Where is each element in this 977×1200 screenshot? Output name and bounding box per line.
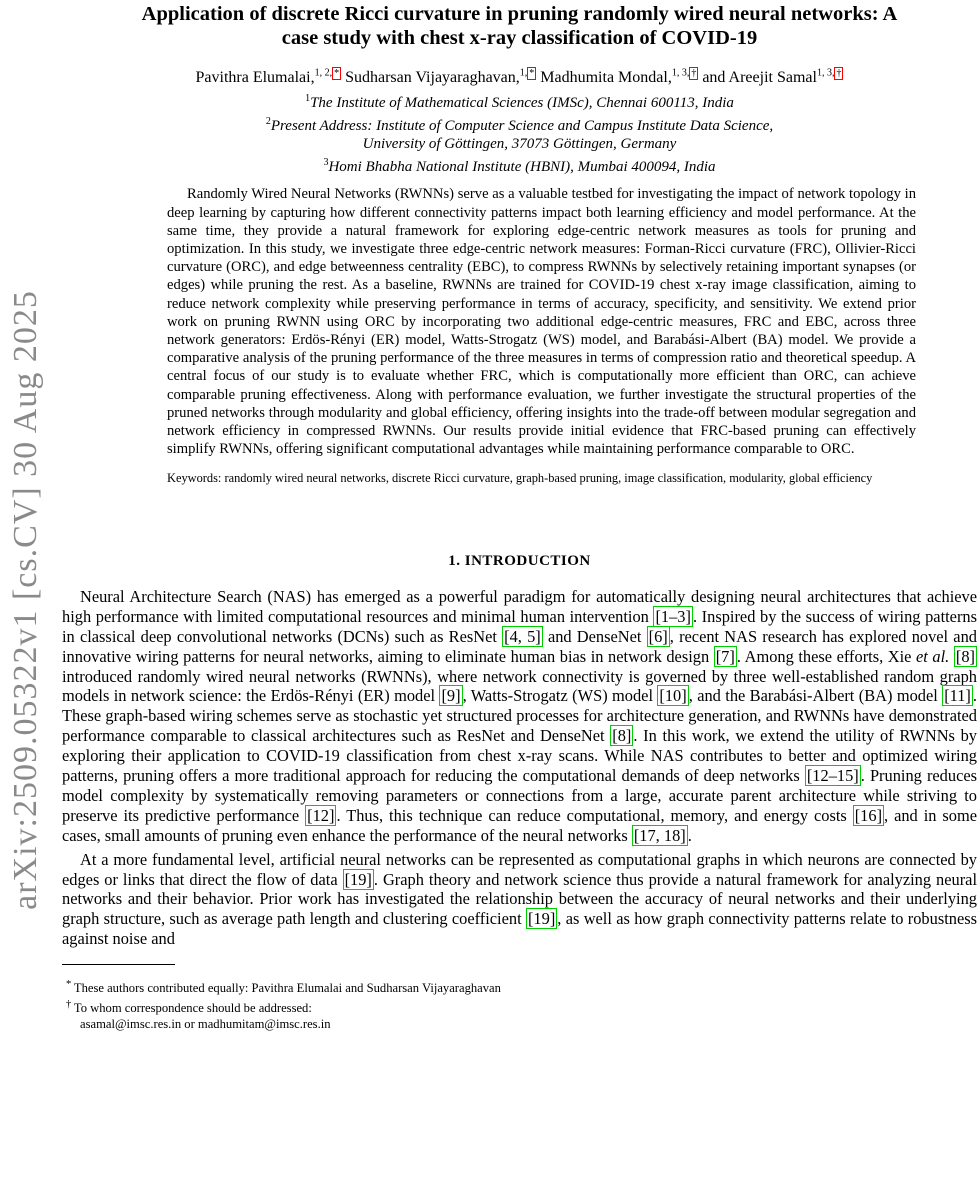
footnote-text: These authors contributed equally: Pavithra Elumalai and Sudharsan Vijayaraghavan [73, 981, 501, 996]
affiliation [62, 90, 977, 113]
emphasis: et al. [916, 646, 950, 666]
footnote-rule [62, 964, 175, 965]
author-affiliation-marker: 1, * [519, 68, 535, 79]
author-list [62, 64, 977, 88]
footnote-mark: * [66, 979, 74, 991]
author-name: Areejit Samal [728, 69, 817, 87]
citation-link[interactable]: [17, 18] [633, 825, 686, 845]
citation-link[interactable]: [9] [441, 686, 461, 706]
citation-link[interactable]: [11] [944, 686, 971, 706]
section-heading: 1. INTRODUCTION [448, 552, 591, 569]
author-name: Madhumita Mondal, [540, 69, 672, 87]
author-affiliation-marker: 1, 3, † [671, 68, 697, 79]
paragraph-2: At a more fundamental level, artificial neural networks can be represented as computational graphs in which neurons are connected by edges or links that direct the flow of data [19] . Graph theory and network science thus provide a natural framework for analyzing neural networks and their behavior. Prior work has investigated the relationship between the accuracy of neural networks and their underlying graph structure, such as average path length and clustering coefficient [19] , as well as how graph connectivity patterns relate to robustness against noise and [62, 849, 977, 949]
author [702, 69, 843, 86]
affiliation [62, 113, 977, 136]
citation-link[interactable]: [4, 5] [504, 626, 541, 646]
author-affiliation-marker: 1, 3, † [816, 68, 842, 79]
citation-link[interactable]: [1–3] [655, 606, 691, 626]
author-conjunction: and [702, 69, 729, 87]
author-name: Pavithra Elumalai, [195, 69, 315, 87]
footnote-link[interactable]: * [334, 68, 340, 79]
footnote [66, 997, 977, 1017]
title-line-1: Application of discrete Ricci curvature in pruning randomly wired neural networks: A [141, 3, 898, 25]
affiliation-number: 3 [323, 156, 329, 168]
citation-link[interactable]: [8] [955, 646, 975, 666]
footnote [66, 1017, 977, 1033]
paper-page [62, 0, 977, 1032]
citation-link[interactable]: [10] [659, 686, 687, 706]
citation-link[interactable]: [12–15] [806, 766, 859, 786]
citation-link[interactable]: [19] [344, 869, 372, 889]
footnotes [66, 977, 977, 1032]
keywords: Keywords: randomly wired neural networks, discrete Ricci curvature, graph-based pruning, image classification, modularity, global efficiency [167, 471, 873, 486]
paragraph-1: Neural Architecture Search (NAS) has emerged as a powerful paradigm for automatically designing neural architectures that achieve high performance with limited computational resources and minimal human intervention [1–3] . Inspired by the success of wiring patterns in classical deep convolutional networks (DCNs) such as ResNet [4, 5] and DenseNet [6] , recent NAS research has explored novel and innovative wiring patterns for neural networks, aiming to eliminate human bias in network design [7] . Among these efforts, Xie et al. [8] introduced randomly wired neural networks (RWNNs), where network connectivity is governed by three well-established random graph models in network science: the Erdös-Rényi (ER) model [9] , Watts-Strogatz (WS) model [10] , and the Barabási-Albert (BA) model [11] . These graph-based wiring schemes serve as stochastic yet structured processes for architecture generation, and RWNNs have demonstrated performance comparable to classical architectures such as ResNet and DenseNet [8] . In this work, we extend the utility of RWNNs by exploring their application to COVID-19 classification from chest x-ray scans. While NAS contributes to better and optimized wiring patterns, pruning offers a more traditional approach for reducing the computational demands of deep networks [12–15] . Pruning reduces model complexity by systematically removing parameters or connections from a large, accurate parent architecture while striving to preserve its predictive performance [12] . Thus, this technique can reduce computational, memory, and energy costs [16] , and in some cases, small amounts of pruning even enhance the performance of the neural networks [17, 18] . [62, 586, 977, 845]
paper-title [62, 2, 977, 50]
affiliation-text: Present Address: Institute of Computer Science and Campus Institute Data Science, [270, 117, 774, 134]
affiliation-text: University of Göttingen, 37073 Göttingen, Germany [362, 136, 677, 153]
arxiv-id: arXiv:2509.05322v1 [cs.CV] 30 Aug 2025 [7, 290, 44, 910]
footnote [66, 977, 977, 997]
affiliation-list [62, 90, 977, 176]
citation-link[interactable]: [19] [527, 909, 556, 929]
footnote-text: To whom correspondence should be addressed: [73, 1001, 312, 1016]
author [196, 69, 342, 86]
title-line-2: case study with chest x-ray classification of COVID-19 [281, 27, 758, 49]
footnote-mark: † [66, 998, 74, 1010]
citation-link[interactable]: [7] [715, 646, 735, 666]
citation-link[interactable]: [16] [854, 805, 883, 825]
affiliation-number: 1 [305, 93, 311, 105]
affiliation [62, 154, 977, 177]
author [540, 69, 698, 86]
affiliation [62, 135, 977, 154]
citation-link[interactable]: [8] [612, 726, 632, 746]
citation-link[interactable]: [6] [648, 626, 668, 646]
body-text [62, 587, 977, 949]
arxiv-sidebar-stamp [2, 290, 50, 910]
footnote-link[interactable]: † [836, 68, 842, 79]
citation-link[interactable]: [12] [307, 805, 335, 825]
author [345, 69, 536, 86]
affiliation-number: 2 [265, 115, 271, 127]
affiliation-text: The Institute of Mathematical Sciences (IMSc), Chennai 600113, India [310, 95, 734, 112]
footnote-link[interactable]: * [529, 68, 535, 79]
affiliation-text: Homi Bhabha National Institute (HBNI), Mumbai 400094, India [328, 158, 716, 175]
author-name: Sudharsan Vijayaraghavan, [345, 69, 520, 87]
footnote-link[interactable]: † [691, 68, 697, 79]
abstract: Randomly Wired Neural Networks (RWNNs) serve as a valuable testbed for investigating the impact of network topology in deep learning by capturing how different connectivity patterns impact both learning efficiency and model performance. At the same time, they provide a natural framework for exploring edge-centric network measures as tools for pruning and optimization. In this study, we investigate three edge-centric network measures: Forman-Ricci curvature (FRC), Ollivier-Ricci curvature (ORC), and edge betweenness centrality (EBC), to compress RWNNs by selectively retaining important synapses (or edges) while pruning the rest. As a baseline, RWNNs are trained for COVID-19 chest x-ray image classification, aiming to reduce network complexity while preserving performance in terms of accuracy, specificity, and sensitivity. We extend prior work on pruning RWNN using ORC by incorporating two additional edge-centric measures, FRC and EBC, across three network generators: Erdös-Rényi (ER) model, Watts-Strogatz (WS) model, and Barabási-Albert (BA) model. We provide a comparative analysis of the pruning performance of the three measures in terms of compression ratio and theoretical speedup. A central focus of our study is to evaluate whether FRC, which is computationally more efficient than ORC, can achieve comparable pruning effectiveness. Along with performance evaluation, we further investigate the structural properties of the pruned networks through modularity and global efficiency, offering insights into the trade-off between modular segregation and network efficiency in compressed RWNNs. Our results provide initial evidence that FRC-based pruning can effectively simplify RWNNs, offering significant computational advantages while maintaining performance comparable to ORC. [167, 186, 916, 458]
footnote-text: asamal@imsc.res.in or madhumitam@imsc.res.in [80, 1016, 331, 1031]
author-affiliation-marker: 1, 2, * [314, 68, 340, 79]
